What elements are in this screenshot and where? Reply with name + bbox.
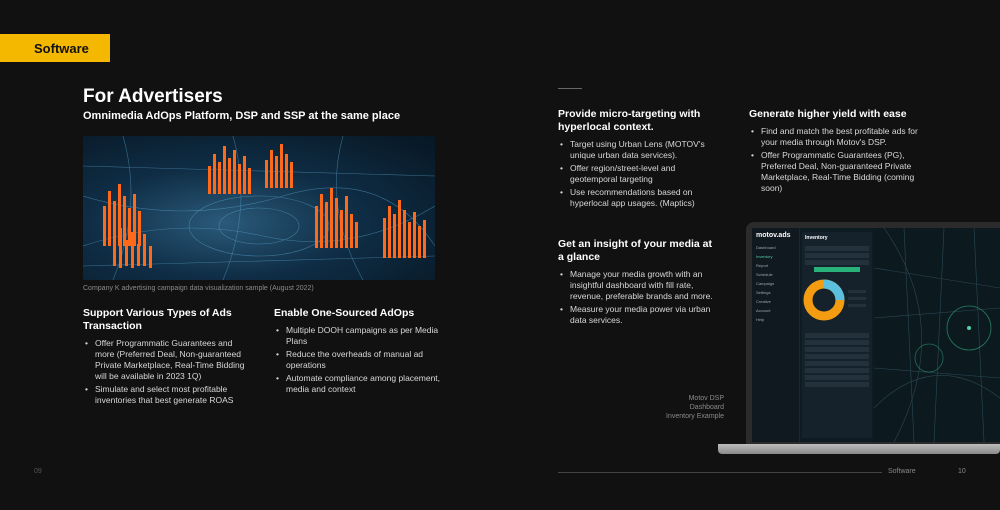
city-data-map-image [83,136,435,280]
panel-button [814,267,860,272]
bullet-item: • Measure your media power via urban data services. [558,304,718,326]
dashboard-logo: motov.ads [756,232,791,239]
sidebar-item: Report [756,263,769,268]
section-heading: Provide micro-targeting with hyperlocal context. [558,108,701,133]
section-ads-transaction [83,307,253,408]
sidebar-item: Creative [756,299,771,304]
panel-row [805,340,869,345]
caption-line: Dashboard [689,404,724,411]
bullet-item: • Offer Programmatic Guarantees (PG), Preferred Deal, Non-guaranteed Private Marketplace, Real-Time Bidding (coming soon) [749,150,919,194]
page-subtitle: Omnimedia AdOps Platform, DSP and SSP at the same place [83,110,401,122]
footer-line [558,472,882,473]
bullet-list [558,269,718,326]
bullet-list [274,325,444,395]
image-caption: Company K advertising campaign data visualization sample (August 2022) [83,285,314,292]
sidebar-item: Help [756,317,765,322]
sidebar-item: Account [756,308,771,313]
section-media-insight [558,238,718,328]
panel-row [805,368,869,373]
panel-row [805,253,869,258]
inventory-panel [802,232,872,438]
bullet-list [83,338,253,406]
sidebar-item: Dashboard [756,245,776,250]
panel-row [805,246,869,251]
section-tag: Software [0,34,110,62]
bullet-item: • Multiple DOOH campaigns as per Media Plans [274,325,444,347]
bullet-item: • Reduce the overheads of manual ad operations [274,349,444,371]
panel-row [805,375,869,380]
sidebar-item: Inventory [756,254,773,259]
panel-row [805,361,869,366]
panel-row [805,347,869,352]
bullet-item: • Find and match the best profitable ads for your media through Motov's DSP. [749,126,919,148]
bullet-item: • Manage your media growth with an insightful dashboard with fill rate, revenue, preferable brands and more. [558,269,718,302]
dashboard-map [874,228,1000,442]
bullet-item: • Offer Programmatic Guarantees and more (Preferred Deal, Non-guaranteed Private Marketplace, Real-Time Bidding will be available in 2023 1Q) [83,338,253,382]
caption-line: Motov DSP [688,395,724,402]
page-title: For Advertisers [83,86,223,107]
bullet-item: • Use recommendations based on hyperlocal app usages. (Maptics) [558,187,718,209]
laptop-mockup [746,222,1000,444]
page-number-left: 09 [34,468,42,475]
bullet-list [749,126,919,194]
panel-row [805,354,869,359]
footer-label: Software [888,468,916,475]
campaign-data-visualization [83,136,435,280]
bullet-item: • Simulate and select most profitable inventories that best generate ROAS [83,384,253,406]
sidebar-item: Schedule [756,272,773,277]
section-heading: Generate higher yield with ease [749,108,907,120]
bullet-item: • Target using Urban Lens (MOTOV's unique urban data services). [558,139,718,161]
panel-title: Inventory [805,235,828,241]
panel-row [805,382,869,387]
section-heading: Support Various Types of Ads Transaction [83,307,232,332]
bullet-item: • Automate compliance among placement, media and context [274,373,444,395]
dashboard-screen [752,228,1000,442]
panel-row [805,333,869,338]
sidebar-item: Campaign [756,281,775,286]
page-number-right: 10 [958,468,966,475]
laptop-caption [640,394,724,421]
panel-row [805,260,869,265]
section-micro-targeting [558,108,718,211]
section-one-sourced-adops [274,307,444,397]
street-map-graphic [874,228,1000,442]
laptop-base [718,444,1000,454]
bullet-list [558,139,718,209]
bullet-item: • Offer region/street-level and geotemporal targeting [558,163,718,185]
donut-chart-graphic [802,274,872,326]
caption-line: Inventory Example [666,413,724,420]
section-higher-yield [749,108,919,196]
divider [558,88,582,89]
dashboard-sidebar [752,228,800,442]
sidebar-item: Settings [756,290,771,295]
section-heading: Enable One-Sourced AdOps [274,307,415,319]
section-heading: Get an insight of your media at a glance [558,238,713,263]
